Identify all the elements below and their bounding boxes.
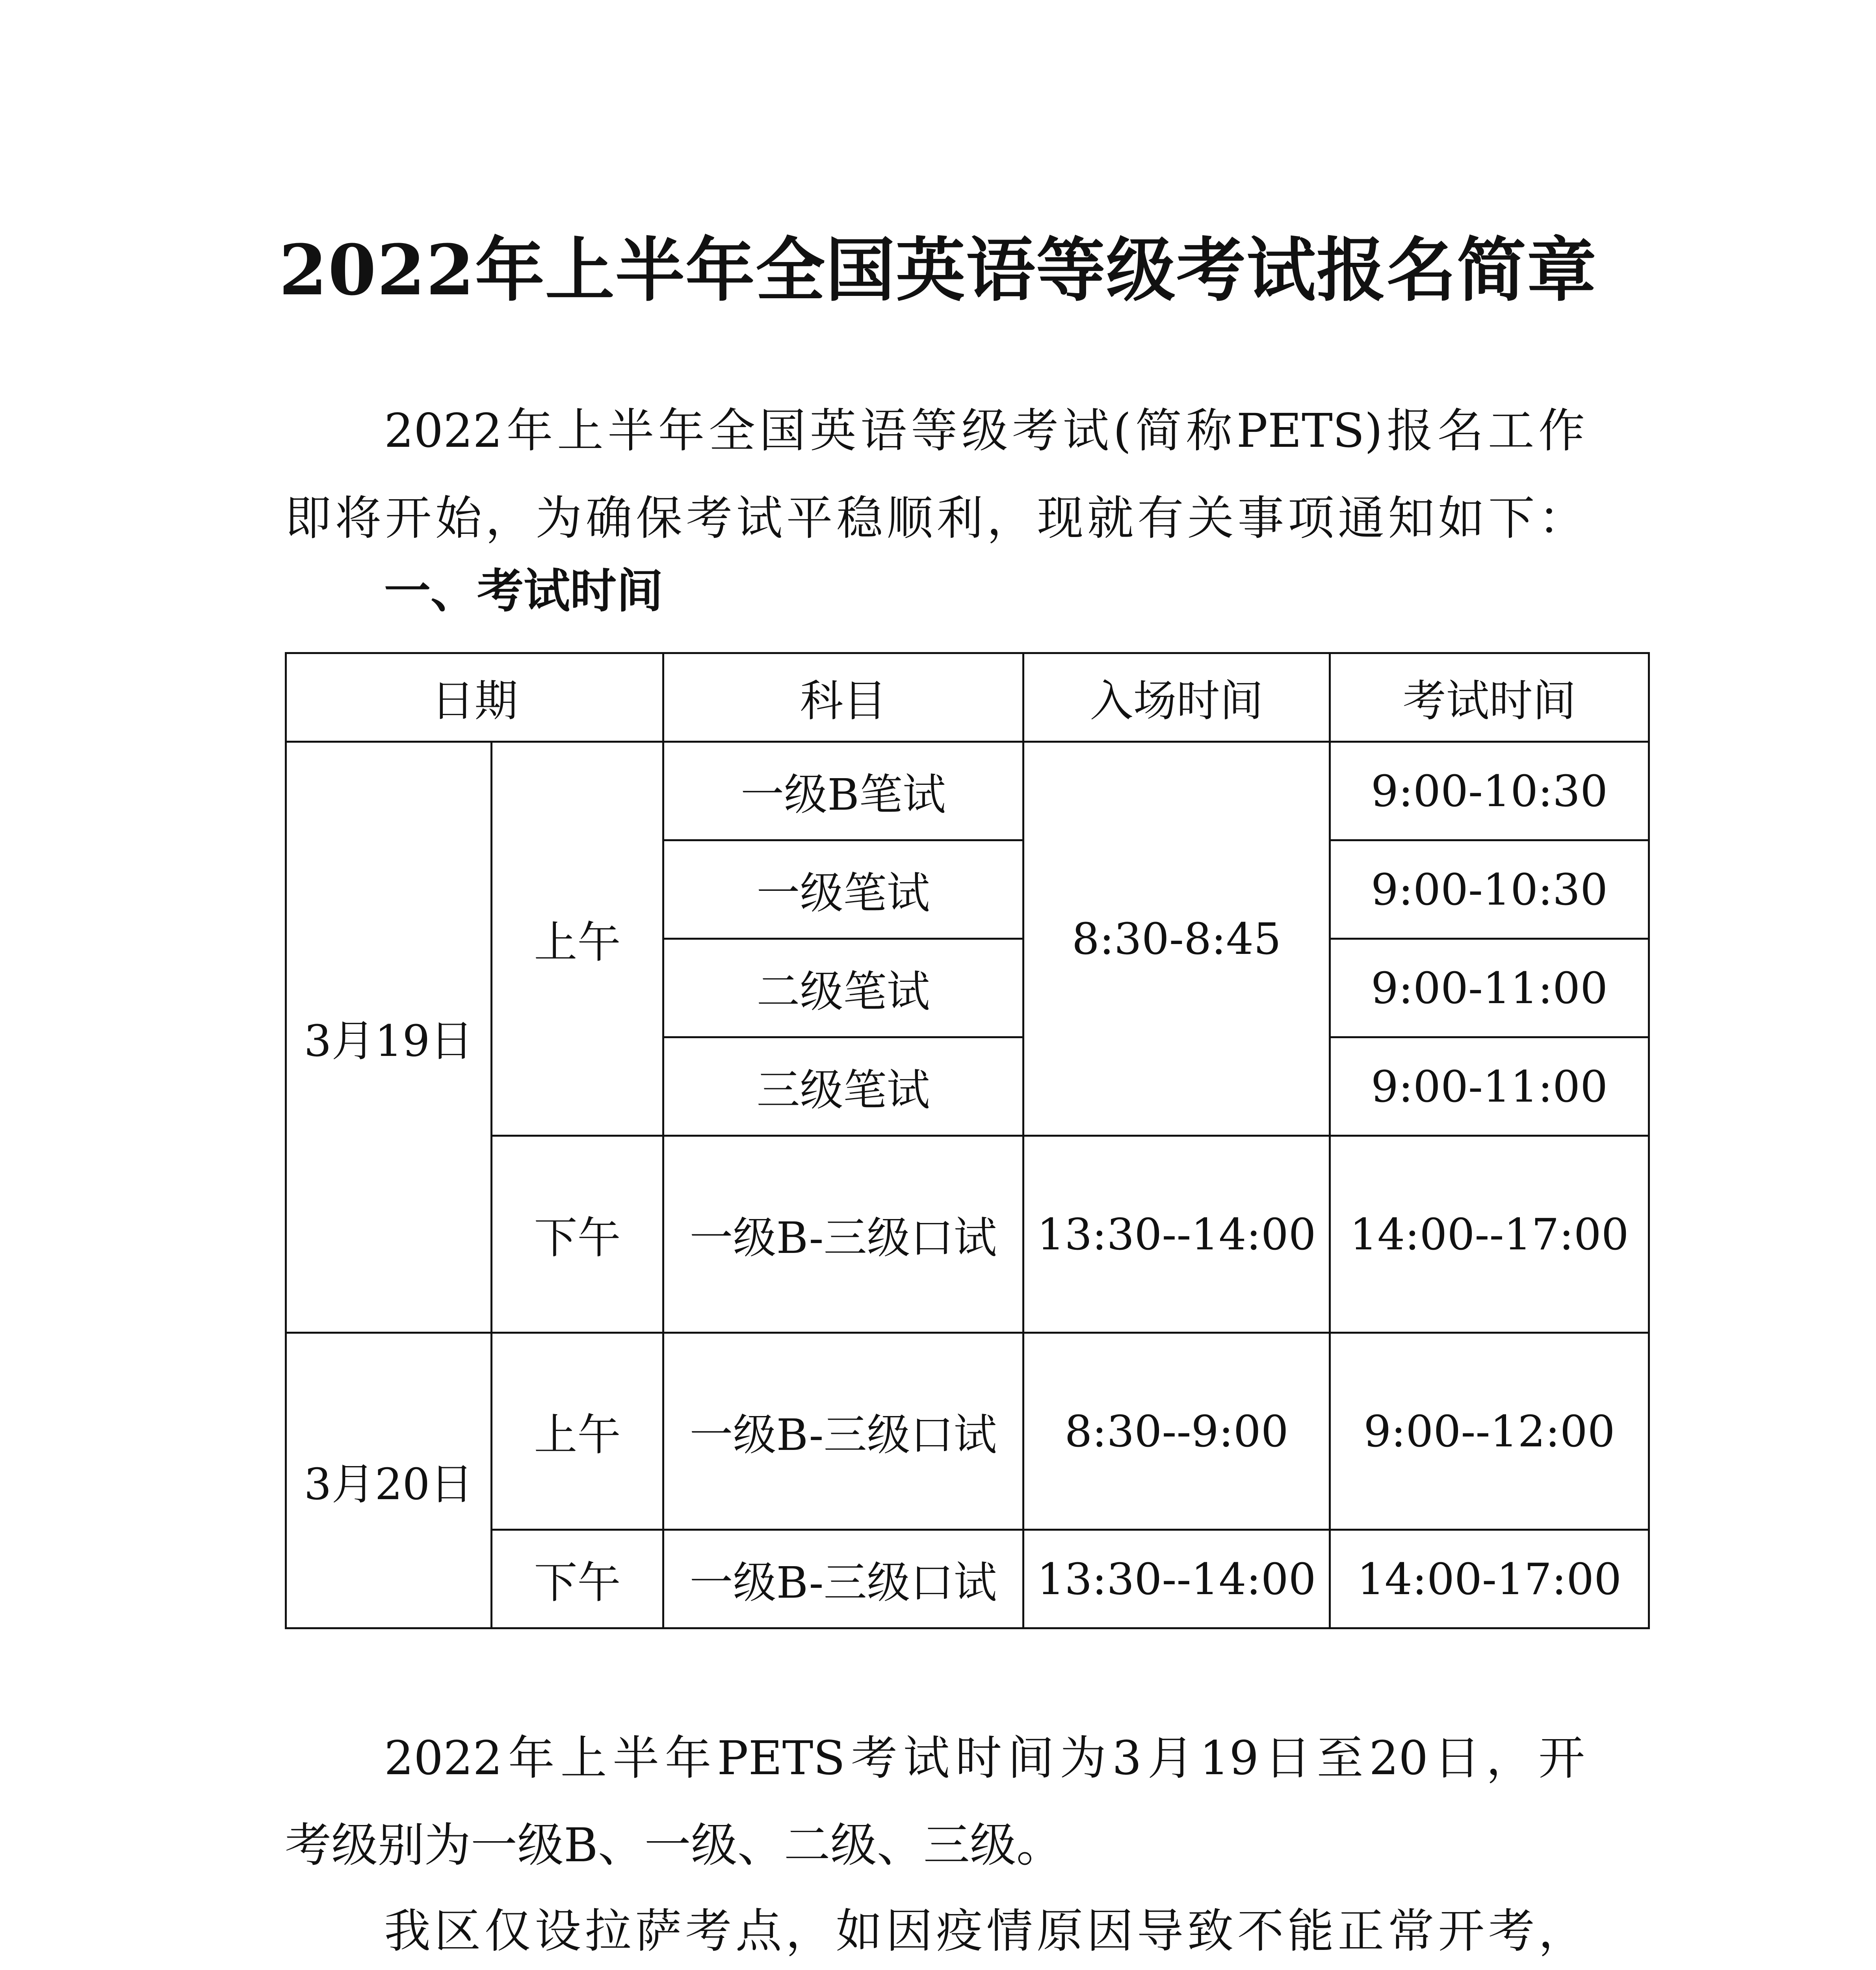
- table-row: [286, 1333, 1649, 1530]
- header-entry-time: 入场时间: [1023, 653, 1330, 742]
- date-cell-day1: 3月19日: [286, 742, 492, 1333]
- header-exam-time: 考试时间: [1330, 653, 1649, 742]
- test-site-line-1: 我区仅设拉萨考点，如因疫情原因导致不能正常开考，: [384, 1904, 1585, 1958]
- entry-time-cell: 13:30--14:00: [1023, 1530, 1330, 1628]
- exam-time-cell: 9:00-10:30: [1330, 742, 1649, 840]
- period-cell-day1-morning: 上午: [492, 742, 663, 1136]
- exam-time-cell: 9:00-11:00: [1330, 1037, 1649, 1136]
- subject-cell: 三级笔试: [663, 1037, 1023, 1136]
- subject-cell: 一级B-三级口试: [663, 1333, 1023, 1530]
- exam-dates-line-2: 考级别为一级B、一级、二级、三级。: [285, 1818, 1063, 1872]
- period-cell-day2-afternoon: 下午: [492, 1530, 663, 1628]
- subject-cell: 二级笔试: [663, 939, 1023, 1037]
- subject-cell: 一级B-三级口试: [663, 1530, 1023, 1628]
- header-date: 日期: [286, 653, 663, 742]
- exam-schedule-table: [285, 652, 1650, 1629]
- table-row: [286, 742, 1649, 840]
- exam-time-cell: 9:00-11:00: [1330, 939, 1649, 1037]
- document-title: 2022年上半年全国英语等级考试报名简章: [279, 229, 1597, 311]
- intro-line-2: 即将开始，为确保考试平稳顺利，现就有关事项通知如下：: [285, 491, 1585, 545]
- intro-line-1: 2022年上半年全国英语等级考试(简称PETS)报名工作: [384, 403, 1585, 458]
- table-header-row: [286, 653, 1649, 742]
- entry-time-cell: 8:30--9:00: [1023, 1333, 1330, 1530]
- period-cell-day1-afternoon: 下午: [492, 1136, 663, 1333]
- period-cell-day2-morning: 上午: [492, 1333, 663, 1530]
- exam-dates-line-1: 2022年上半年PETS考试时间为3月19日至20日，开: [384, 1731, 1585, 1785]
- entry-time-cell: 13:30--14:00: [1023, 1136, 1330, 1333]
- subject-cell: 一级B-三级口试: [663, 1136, 1023, 1333]
- subject-cell: 一级B笔试: [663, 742, 1023, 840]
- exam-time-cell: 9:00-10:30: [1330, 840, 1649, 939]
- date-cell-day2: 3月20日: [286, 1333, 492, 1628]
- section-heading-exam-time: 一、考试时间: [384, 564, 663, 618]
- exam-time-cell: 14:00--17:00: [1330, 1136, 1649, 1333]
- header-subject: 科目: [663, 653, 1023, 742]
- exam-time-cell: 9:00--12:00: [1330, 1333, 1649, 1530]
- subject-cell: 一级笔试: [663, 840, 1023, 939]
- entry-time-cell-day1-morning: 8:30-8:45: [1023, 742, 1330, 1136]
- exam-time-cell: 14:00-17:00: [1330, 1530, 1649, 1628]
